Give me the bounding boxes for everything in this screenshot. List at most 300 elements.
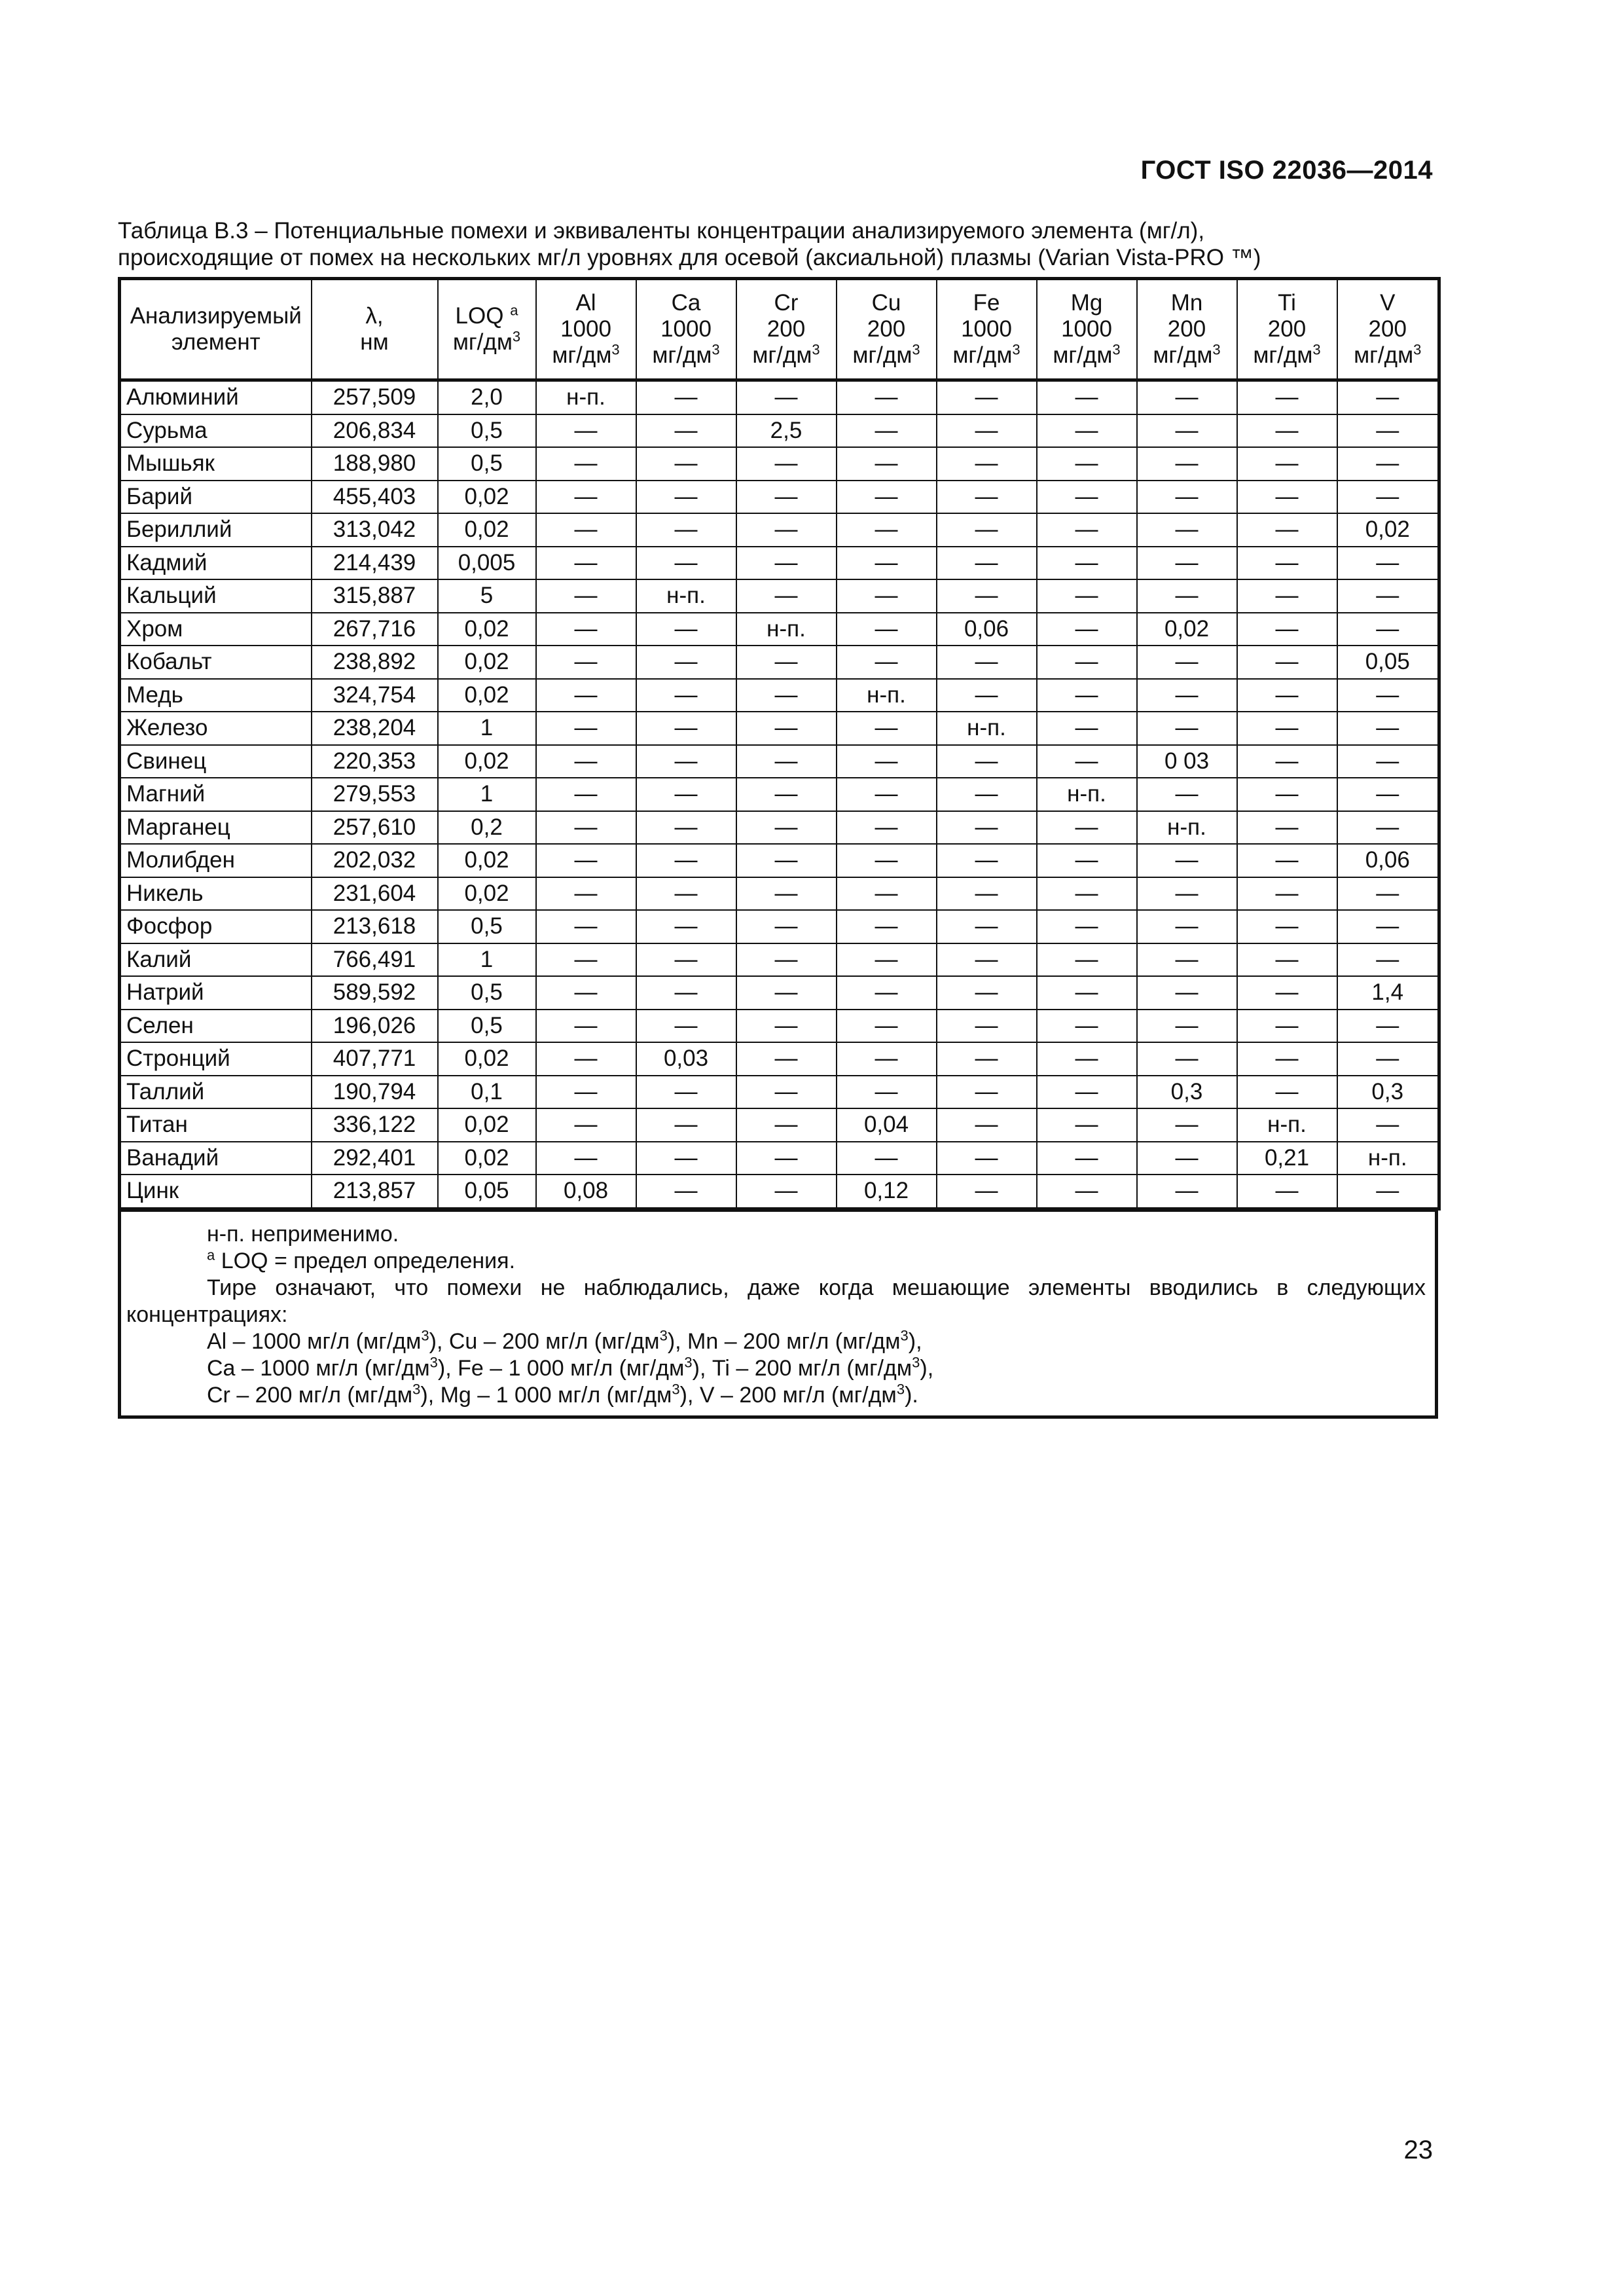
interference-cell: — xyxy=(736,447,837,481)
header-symbol: Ca xyxy=(671,290,701,316)
table-row xyxy=(120,1076,1439,1109)
interference-cell: — xyxy=(1037,877,1137,911)
interference-cell: 0,21 xyxy=(1237,1142,1337,1175)
interference-cell: — xyxy=(1237,380,1337,414)
interference-cell: — xyxy=(1137,910,1237,943)
interference-cell: — xyxy=(837,844,937,877)
interference-cell: н-п. xyxy=(636,579,736,613)
header-symbol: Fe xyxy=(973,290,1000,316)
header-concentration: 200 xyxy=(767,316,806,342)
interference-cell: — xyxy=(1337,380,1439,414)
table-row xyxy=(120,712,1439,745)
header-concentration: 200 xyxy=(1368,316,1407,342)
header-unit: $мг/дм^3$ xyxy=(652,341,720,368)
interference-cell: — xyxy=(937,844,1037,877)
table-row xyxy=(120,1175,1439,1209)
interference-cell: — xyxy=(837,1142,937,1175)
interference-cell: 0,02 xyxy=(1337,513,1439,547)
interference-cell: — xyxy=(1337,745,1439,778)
interference-cell: — xyxy=(1337,778,1439,811)
loq-cell: 0,5 xyxy=(438,910,536,943)
interference-cell: — xyxy=(736,646,837,679)
loq-cell: 0,02 xyxy=(438,646,536,679)
interference-cell: — xyxy=(1037,1175,1137,1209)
wavelength-cell: 315,887 xyxy=(312,579,438,613)
header-unit: $мг/дм^3$ xyxy=(752,341,820,368)
element-name-cell: Кальций xyxy=(120,579,312,613)
interference-cell: — xyxy=(1137,646,1237,679)
wavelength-cell: 206,834 xyxy=(312,414,438,448)
header-loq-unit: $мг/дм^3$ xyxy=(452,328,521,355)
interference-cell: — xyxy=(937,778,1037,811)
table-notes xyxy=(118,1211,1438,1419)
interference-cell: — xyxy=(736,513,837,547)
interference-cell: — xyxy=(636,976,736,1010)
interference-cell: — xyxy=(1037,844,1137,877)
element-name-cell: Ванадий xyxy=(120,1142,312,1175)
element-name-cell: Цинк xyxy=(120,1175,312,1209)
table-row xyxy=(120,380,1439,414)
header-concentration: 1000 xyxy=(660,316,712,342)
header-col-cr xyxy=(736,279,837,380)
interference-cell: — xyxy=(1337,414,1439,448)
interference-cell: — xyxy=(1237,712,1337,745)
interference-cell: — xyxy=(1037,646,1137,679)
interference-cell: — xyxy=(837,1042,937,1076)
interference-cell: — xyxy=(837,910,937,943)
interference-cell: — xyxy=(937,447,1037,481)
interference-cell: — xyxy=(1037,976,1137,1010)
interference-cell: — xyxy=(1037,1042,1137,1076)
interference-cell: — xyxy=(937,646,1037,679)
loq-cell: 1 xyxy=(438,712,536,745)
element-name-cell: Кадмий xyxy=(120,547,312,580)
header-symbol: Mn xyxy=(1170,290,1203,316)
interference-cell: — xyxy=(1037,943,1137,977)
table-row xyxy=(120,976,1439,1010)
interference-cell: — xyxy=(837,380,937,414)
loq-cell: 0,02 xyxy=(438,1142,536,1175)
loq-cell: 0,02 xyxy=(438,877,536,911)
interference-cell: 0,06 xyxy=(937,613,1037,646)
wavelength-cell: 279,553 xyxy=(312,778,438,811)
interference-cell: 0,3 xyxy=(1137,1076,1237,1109)
interference-cell: — xyxy=(1137,1175,1237,1209)
loq-cell: 5 xyxy=(438,579,536,613)
interference-cell: — xyxy=(536,811,636,845)
interference-cell: — xyxy=(937,877,1037,911)
interference-cell: 0,08 xyxy=(536,1175,636,1209)
interference-cell: — xyxy=(1237,844,1337,877)
interference-cell: — xyxy=(536,1042,636,1076)
interference-cell: — xyxy=(536,943,636,977)
interference-cell: — xyxy=(1337,943,1439,977)
interference-cell: — xyxy=(636,745,736,778)
interference-cell: — xyxy=(1237,414,1337,448)
interference-cell: — xyxy=(736,679,837,712)
element-name-cell: Кобальт xyxy=(120,646,312,679)
table-row xyxy=(120,481,1439,514)
header-col-ti xyxy=(1237,279,1337,380)
table-row xyxy=(120,1010,1439,1043)
interference-cell: — xyxy=(1337,547,1439,580)
element-name-cell: Сурьма xyxy=(120,414,312,448)
interference-cell: 0,05 xyxy=(1337,646,1439,679)
table-row xyxy=(120,1108,1439,1142)
loq-cell: 0,5 xyxy=(438,1010,536,1043)
wavelength-cell: 238,204 xyxy=(312,712,438,745)
interference-cell: — xyxy=(837,513,937,547)
wavelength-cell: 267,716 xyxy=(312,613,438,646)
interference-cell: — xyxy=(1037,414,1137,448)
interference-cell: — xyxy=(736,976,837,1010)
loq-cell: 0,02 xyxy=(438,1042,536,1076)
interference-cell: — xyxy=(1037,745,1137,778)
wavelength-cell: 407,771 xyxy=(312,1042,438,1076)
interference-cell: — xyxy=(1137,380,1237,414)
interference-cell: — xyxy=(636,1108,736,1142)
interference-cell: — xyxy=(636,513,736,547)
wavelength-cell: 324,754 xyxy=(312,679,438,712)
interference-cell: — xyxy=(536,1010,636,1043)
element-name-cell: Алюминий xyxy=(120,380,312,414)
table-row xyxy=(120,447,1439,481)
interference-cell: — xyxy=(736,380,837,414)
table-row xyxy=(120,778,1439,811)
header-element-line-2: элемент xyxy=(171,329,261,355)
header-concentration: 1000 xyxy=(1061,316,1112,342)
header-unit: $мг/дм^3$ xyxy=(1153,341,1221,368)
header-unit: $мг/дм^3$ xyxy=(1253,341,1321,368)
interference-cell: — xyxy=(837,877,937,911)
interference-cell: — xyxy=(536,447,636,481)
interference-cell: н-п. xyxy=(736,613,837,646)
table-caption xyxy=(118,217,1438,271)
interference-cell: — xyxy=(1237,877,1337,911)
wavelength-cell: 336,122 xyxy=(312,1108,438,1142)
interference-cell: — xyxy=(1337,613,1439,646)
header-col-fe xyxy=(937,279,1037,380)
table-row xyxy=(120,745,1439,778)
table-row xyxy=(120,910,1439,943)
interference-cell: — xyxy=(1337,811,1439,845)
interference-cell: — xyxy=(536,1142,636,1175)
interference-cell: — xyxy=(1037,481,1137,514)
table-row xyxy=(120,547,1439,580)
interference-cell: — xyxy=(1237,1010,1337,1043)
interference-cell: — xyxy=(636,1010,736,1043)
page-number: 23 xyxy=(1403,2136,1433,2164)
header-col-v xyxy=(1337,279,1439,380)
interference-cell: — xyxy=(1337,579,1439,613)
interference-cell: — xyxy=(636,646,736,679)
header-col-cu xyxy=(837,279,937,380)
wavelength-cell: 257,509 xyxy=(312,380,438,414)
header-concentration: 200 xyxy=(1267,316,1307,342)
interference-cell: н-п. xyxy=(837,679,937,712)
interference-cell: — xyxy=(1337,1175,1439,1209)
interference-cell: — xyxy=(837,712,937,745)
element-name-cell: Калий xyxy=(120,943,312,977)
header-loq xyxy=(438,279,536,380)
header-symbol: Ti xyxy=(1278,290,1296,316)
header-element-line-1: Анализируемый xyxy=(130,303,302,329)
element-name-cell: Титан xyxy=(120,1108,312,1142)
note-concentrations-2: Ca – 1000 мг/л $(мг/дм^3)$, Fe – 1 000 мг/л $(мг/дм^3)$, Ti – 200 мг/л $(мг/дм^3)$, xyxy=(207,1354,934,1381)
interference-cell: — xyxy=(1137,877,1237,911)
interference-table xyxy=(118,277,1441,1211)
interference-cell: — xyxy=(636,679,736,712)
interference-cell: — xyxy=(937,943,1037,977)
header-symbol: Cu xyxy=(871,290,901,316)
element-name-cell: Мышьяк xyxy=(120,447,312,481)
interference-cell: — xyxy=(1337,877,1439,911)
interference-cell: 0,04 xyxy=(837,1108,937,1142)
wavelength-cell: 220,353 xyxy=(312,745,438,778)
interference-cell: — xyxy=(636,547,736,580)
header-symbol: Cr xyxy=(774,290,799,316)
footnote-marker: a xyxy=(510,302,518,319)
interference-cell: — xyxy=(636,811,736,845)
interference-cell: — xyxy=(1137,481,1237,514)
interference-cell: 0 03 xyxy=(1137,745,1237,778)
interference-cell: — xyxy=(1237,1042,1337,1076)
interference-cell: — xyxy=(837,414,937,448)
table-row xyxy=(120,579,1439,613)
interference-cell: — xyxy=(736,811,837,845)
wavelength-cell: 202,032 xyxy=(312,844,438,877)
table-header-row xyxy=(120,279,1439,380)
interference-cell: — xyxy=(636,1142,736,1175)
header-wavelength-symbol: λ, xyxy=(365,303,384,329)
loq-cell: 0,5 xyxy=(438,414,536,448)
interference-cell: 0,03 xyxy=(636,1042,736,1076)
header-unit: $мг/дм^3$ xyxy=(952,341,1020,368)
wavelength-cell: 766,491 xyxy=(312,943,438,977)
header-concentration: 1000 xyxy=(961,316,1012,342)
header-symbol: V xyxy=(1380,290,1396,316)
table-row xyxy=(120,877,1439,911)
interference-cell: — xyxy=(1037,1142,1137,1175)
interference-cell: — xyxy=(1237,910,1337,943)
interference-cell: — xyxy=(536,1108,636,1142)
element-name-cell: Железо xyxy=(120,712,312,745)
interference-cell: 0,3 xyxy=(1337,1076,1439,1109)
interference-cell: — xyxy=(1137,579,1237,613)
header-concentration: 200 xyxy=(1167,316,1206,342)
table-row xyxy=(120,414,1439,448)
interference-cell: — xyxy=(736,943,837,977)
interference-cell: — xyxy=(937,513,1037,547)
interference-cell: — xyxy=(1037,1010,1137,1043)
interference-cell: — xyxy=(736,1076,837,1109)
wavelength-cell: 455,403 xyxy=(312,481,438,514)
interference-cell: — xyxy=(536,712,636,745)
interference-cell: — xyxy=(1337,1108,1439,1142)
table-body xyxy=(120,380,1439,1209)
interference-cell: — xyxy=(736,1175,837,1209)
note-concentrations-1: Al – 1000 мг/л $(мг/дм^3)$, Cu – 200 мг/л $(мг/дм^3)$, Mn – 200 мг/л $(мг/дм^3)$, xyxy=(207,1327,922,1354)
wavelength-cell: 188,980 xyxy=(312,447,438,481)
interference-cell: — xyxy=(736,745,837,778)
interference-cell: — xyxy=(1237,513,1337,547)
interference-cell: — xyxy=(1037,613,1137,646)
loq-cell: 0,02 xyxy=(438,481,536,514)
table-row xyxy=(120,943,1439,977)
interference-cell: н-п. xyxy=(1337,1142,1439,1175)
interference-cell: — xyxy=(736,844,837,877)
wavelength-cell: 238,892 xyxy=(312,646,438,679)
interference-cell: — xyxy=(736,1042,837,1076)
interference-cell: — xyxy=(536,579,636,613)
element-name-cell: Марганец xyxy=(120,811,312,845)
loq-cell: 1 xyxy=(438,778,536,811)
interference-cell: — xyxy=(937,1108,1037,1142)
loq-cell: 0,1 xyxy=(438,1076,536,1109)
interference-cell: — xyxy=(736,778,837,811)
interference-cell: — xyxy=(1337,481,1439,514)
interference-cell: — xyxy=(1037,1108,1137,1142)
interference-cell: — xyxy=(837,579,937,613)
interference-cell: — xyxy=(937,910,1037,943)
table-row xyxy=(120,811,1439,845)
interference-cell: — xyxy=(1037,910,1137,943)
element-name-cell: Селен xyxy=(120,1010,312,1043)
table-row xyxy=(120,646,1439,679)
header-element xyxy=(120,279,312,380)
interference-cell: — xyxy=(636,1175,736,1209)
interference-cell: — xyxy=(536,877,636,911)
interference-cell: н-п. xyxy=(536,380,636,414)
note-loq: $^a$ LOQ = предел определения. xyxy=(207,1247,516,1273)
interference-cell: н-п. xyxy=(937,712,1037,745)
element-name-cell: Никель xyxy=(120,877,312,911)
header-loq-label: LOQ $^a$ xyxy=(455,302,518,329)
table-row xyxy=(120,1042,1439,1076)
interference-cell: — xyxy=(736,712,837,745)
element-name-cell: Медь xyxy=(120,679,312,712)
interference-cell: — xyxy=(937,579,1037,613)
interference-cell: — xyxy=(536,481,636,514)
interference-cell: — xyxy=(536,646,636,679)
element-name-cell: Свинец xyxy=(120,745,312,778)
note-dash-line-1: Тире означают, что помехи не наблюдались, даже когда мешающие элементы вводились в следующих xyxy=(207,1275,1426,1300)
interference-cell: — xyxy=(937,414,1037,448)
interference-cell: — xyxy=(937,1142,1037,1175)
interference-cell: — xyxy=(1337,712,1439,745)
interference-cell: — xyxy=(1137,447,1237,481)
interference-cell: — xyxy=(1337,1042,1439,1076)
interference-cell: — xyxy=(1237,1076,1337,1109)
element-name-cell: Молибден xyxy=(120,844,312,877)
interference-cell: — xyxy=(837,613,937,646)
interference-cell: — xyxy=(1137,414,1237,448)
table-row xyxy=(120,844,1439,877)
interference-cell: — xyxy=(837,943,937,977)
wavelength-cell: 292,401 xyxy=(312,1142,438,1175)
wavelength-cell: 213,857 xyxy=(312,1175,438,1209)
wavelength-cell: 589,592 xyxy=(312,976,438,1010)
interference-cell: — xyxy=(937,1042,1037,1076)
interference-cell: — xyxy=(937,1010,1037,1043)
interference-cell: — xyxy=(1137,1142,1237,1175)
interference-cell: — xyxy=(1237,745,1337,778)
loq-cell: 0,2 xyxy=(438,811,536,845)
interference-cell: — xyxy=(636,943,736,977)
interference-cell: — xyxy=(736,1108,837,1142)
interference-cell: — xyxy=(837,745,937,778)
interference-cell: — xyxy=(1137,778,1237,811)
interference-cell: 1,4 xyxy=(1337,976,1439,1010)
interference-cell: — xyxy=(636,481,736,514)
interference-cell: — xyxy=(1237,481,1337,514)
interference-cell: — xyxy=(536,1076,636,1109)
header-col-mg xyxy=(1037,279,1137,380)
loq-cell: 0,02 xyxy=(438,844,536,877)
interference-cell: — xyxy=(636,910,736,943)
caption-line-2: происходящие от помех на нескольких мг/л уровнях для осевой (аксиальной) плазмы (Varian Vista-PRO ™) xyxy=(118,245,1261,270)
interference-cell: — xyxy=(536,547,636,580)
interference-cell: — xyxy=(536,778,636,811)
interference-cell: — xyxy=(1237,778,1337,811)
element-name-cell: Хром xyxy=(120,613,312,646)
interference-cell: — xyxy=(1237,646,1337,679)
header-symbol: Al xyxy=(575,290,596,316)
interference-cell: — xyxy=(1237,679,1337,712)
loq-cell: 1 xyxy=(438,943,536,977)
caption-line-1: Таблица В.3 – Потенциальные помехи и эквиваленты концентрации анализируемого элемента (мг/л), xyxy=(118,218,1205,244)
header-concentration: 1000 xyxy=(560,316,611,342)
interference-cell: — xyxy=(837,1010,937,1043)
table-row xyxy=(120,513,1439,547)
interference-cell: — xyxy=(937,811,1037,845)
wavelength-cell: 231,604 xyxy=(312,877,438,911)
note-concentrations-3: Cr – 200 мг/л $(мг/дм^3)$, Mg – 1 000 мг/л $(мг/дм^3)$, V – 200 мг/л $(мг/дм^3)$. xyxy=(207,1381,918,1408)
interference-cell: — xyxy=(1237,811,1337,845)
loq-cell: 0,02 xyxy=(438,513,536,547)
interference-cell: — xyxy=(837,1076,937,1109)
interference-cell: — xyxy=(1137,1042,1237,1076)
interference-cell: — xyxy=(636,1076,736,1109)
interference-cell: — xyxy=(536,745,636,778)
interference-cell: — xyxy=(636,877,736,911)
interference-cell: н-п. xyxy=(1137,811,1237,845)
interference-cell: — xyxy=(937,380,1037,414)
interference-cell: — xyxy=(636,844,736,877)
header-symbol: Mg xyxy=(1070,290,1103,316)
wavelength-cell: 214,439 xyxy=(312,547,438,580)
interference-cell: — xyxy=(1337,1010,1439,1043)
interference-cell: — xyxy=(1037,579,1137,613)
note-np: н-п. неприменимо. xyxy=(207,1221,399,1247)
interference-cell: — xyxy=(736,579,837,613)
interference-cell: — xyxy=(736,1010,837,1043)
header-unit: $мг/дм^3$ xyxy=(1354,341,1422,368)
interference-cell: — xyxy=(937,481,1037,514)
interference-table-container xyxy=(118,277,1438,1419)
wavelength-cell: 213,618 xyxy=(312,910,438,943)
interference-cell: — xyxy=(837,646,937,679)
loq-cell: 0,005 xyxy=(438,547,536,580)
interference-cell: — xyxy=(636,414,736,448)
interference-cell: — xyxy=(536,976,636,1010)
element-name-cell: Натрий xyxy=(120,976,312,1010)
interference-cell: — xyxy=(1037,547,1137,580)
interference-cell: — xyxy=(837,481,937,514)
interference-cell: — xyxy=(636,712,736,745)
interference-cell: — xyxy=(1337,447,1439,481)
interference-cell: — xyxy=(1237,1175,1337,1209)
